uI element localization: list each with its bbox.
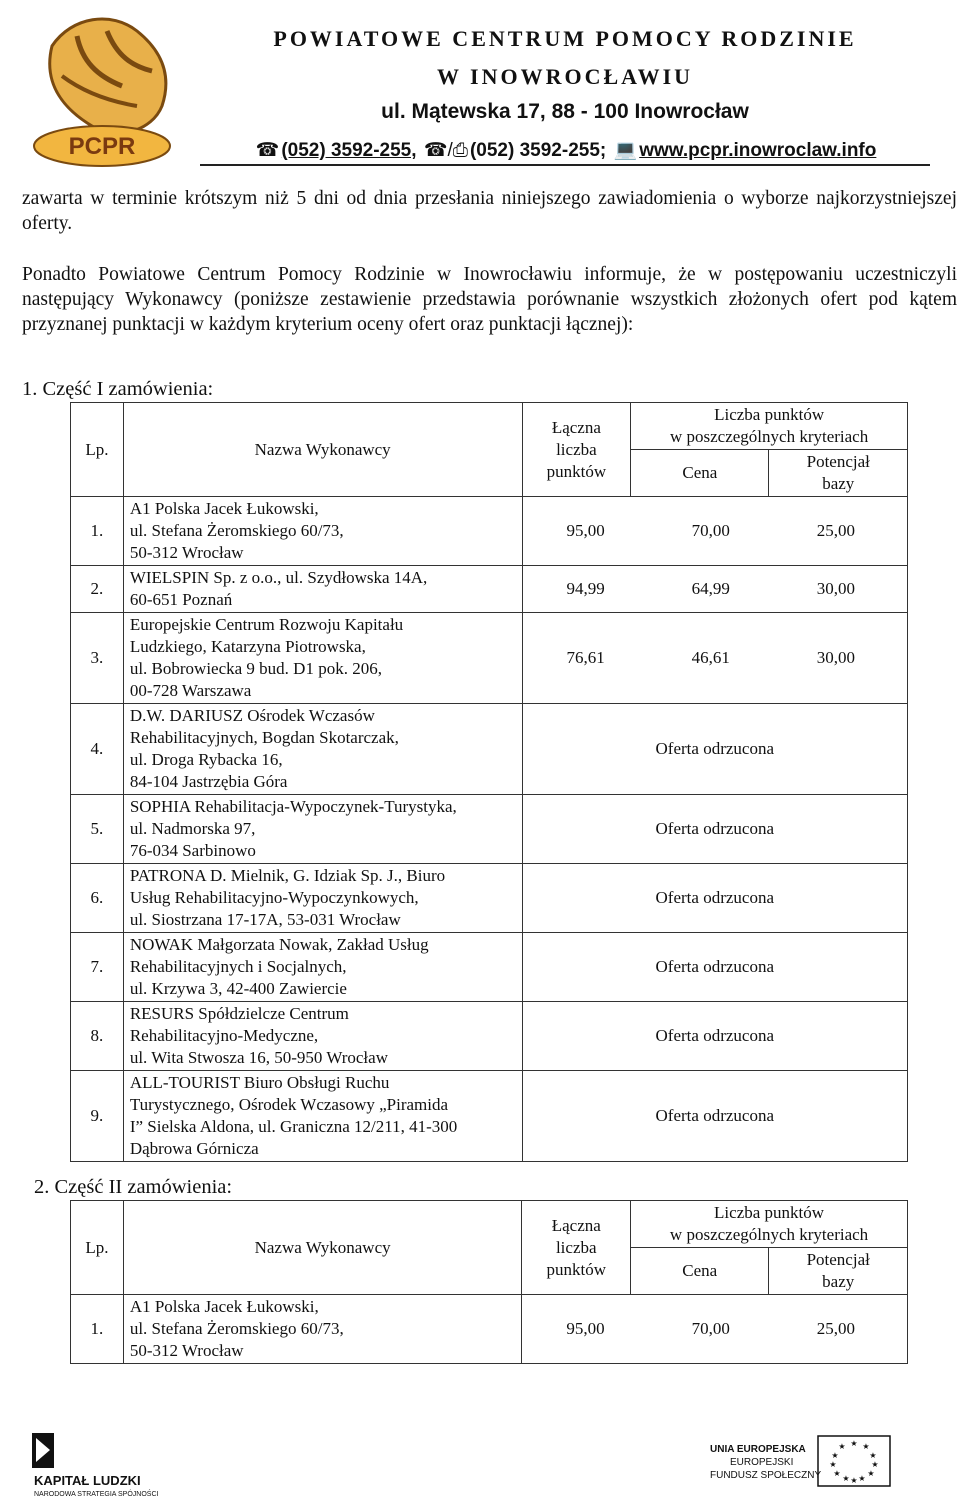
svg-text:PCPR: PCPR [68, 133, 136, 160]
org-city: W INOWROCŁAWIU [436, 64, 694, 89]
row-lp: 6. [71, 864, 124, 933]
svg-text:★: ★ [869, 1451, 877, 1460]
svg-text:★: ★ [862, 1442, 870, 1451]
header-total: Łączna liczba punktów [522, 403, 631, 497]
row-contractor-name: WIELSPIN Sp. z o.o., ul. Szydłowska 14A, 60-651 Poznań [123, 566, 522, 613]
row-lp: 1. [71, 497, 124, 566]
table-row [71, 1071, 908, 1162]
row-rejected-status: Oferta odrzucona [522, 933, 907, 1002]
row-contractor-name: PATRONA D. Mielnik, G. Idziak Sp. J., Biuro Usług Rehabilitacyjno-Wypoczynkowych, ul. Siostrzana 17-17A, 53-031 Wrocław [123, 864, 522, 933]
row-contractor-name: Europejskie Centrum Rozwoju Kapitału Ludzkiego, Katarzyna Piotrowska, ul. Bobrowiecka 9 bud. D1 pok. 206, 00-728 Warszawa [123, 613, 522, 704]
row-cena-points: 70,00 [691, 521, 730, 540]
svg-text:FUNDUSZ SPOŁECZNY: FUNDUSZ SPOŁECZNY [710, 1470, 822, 1481]
phone-fax-icon: ☎/⎙ [423, 140, 468, 161]
row-potencjal-points: 30,00 [816, 579, 855, 598]
row-total-points: 95,00 [566, 1319, 605, 1338]
results-table-part-2 [70, 1200, 908, 1364]
fax-number: (052) 3592-255; [469, 140, 607, 161]
table-row [71, 704, 908, 795]
row-contractor-name: A1 Polska Jacek Łukowski, ul. Stefana Żeromskiego 60/73, 50-312 Wrocław [123, 1295, 522, 1364]
row-potencjal-points: 25,00 [816, 521, 855, 540]
table-row [71, 933, 908, 1002]
table-row [71, 795, 908, 864]
pcpr-logo [22, 6, 192, 171]
website-link[interactable]: www.pcpr.inowroclaw.info [639, 140, 877, 161]
row-cena-points: 70,00 [691, 1319, 730, 1338]
row-scores [522, 613, 907, 704]
row-scores [522, 1295, 908, 1364]
section-2-title: 2. Część II zamówienia: [34, 1176, 233, 1198]
eu-logo [700, 1428, 900, 1498]
row-total-points: 76,61 [566, 648, 605, 667]
svg-text:KAPITAŁ LUDZKI: KAPITAŁ LUDZKI [34, 1473, 141, 1488]
header-rule [200, 164, 930, 166]
table-row [71, 613, 908, 704]
row-contractor-name: D.W. DARIUSZ Ośrodek Wczasów Rehabilitacyjnych, Bogdan Skotarczak, ul. Droga Rybacka 16, 84-104 Jastrzębia Góra [123, 704, 522, 795]
header-potencjal: Potencjał bazy [769, 450, 908, 497]
kapital-ludzki-logo [24, 1428, 224, 1498]
table-row [71, 864, 908, 933]
header-cena: Cena [631, 450, 769, 497]
svg-text:★: ★ [842, 1474, 850, 1483]
row-scores [522, 497, 907, 566]
phone-icon: ☎ [255, 140, 280, 161]
row-cena-points: 64,99 [691, 579, 730, 598]
header-potencjal: Potencjał bazy [769, 1248, 908, 1295]
computer-icon: 💻 [613, 140, 638, 161]
row-contractor-name: RESURS Spółdzielcze Centrum Rehabilitacyjno-Medyczne, ul. Wita Stwosza 16, 50-950 Wrocław [123, 1002, 522, 1071]
row-cena-points: 46,61 [691, 648, 730, 667]
row-contractor-name: SOPHIA Rehabilitacja-Wypoczynek-Turystyka, ul. Nadmorska 97, 76-034 Sarbinowo [123, 795, 522, 864]
row-lp: 4. [71, 704, 124, 795]
table-row [71, 1002, 908, 1071]
header-name: Nazwa Wykonawcy [123, 1201, 522, 1295]
row-potencjal-points: 30,00 [816, 648, 855, 667]
paragraph-1: zawarta w terminie krótszym niż 5 dni od dnia przesłania niniejszego zawiadomienia o wyborze najkorzystniejszej oferty. [22, 188, 957, 234]
row-lp: 1. [71, 1295, 124, 1364]
header-name: Nazwa Wykonawcy [123, 403, 522, 497]
row-rejected-status: Oferta odrzucona [522, 1071, 907, 1162]
row-total-points: 95,00 [566, 521, 605, 540]
table-row [71, 566, 908, 613]
row-contractor-name: A1 Polska Jacek Łukowski, ul. Stefana Żeromskiego 60/73, 50-312 Wrocław [123, 497, 522, 566]
row-lp: 2. [71, 566, 124, 613]
row-contractor-name: NOWAK Małgorzata Nowak, Zakład Usług Rehabilitacyjnych i Socjalnych, ul. Krzywa 3, 42-400 Zawiercie [123, 933, 522, 1002]
row-rejected-status: Oferta odrzucona [522, 1002, 907, 1071]
header-criteria: Liczba punktów w poszczególnych kryteriach [631, 1201, 908, 1248]
svg-text:★: ★ [829, 1460, 837, 1469]
paragraph-2: Ponadto Powiatowe Centrum Pomocy Rodzinie w Inowrocławiu informuje, że w postępowaniu uczestniczyli następujący Wykonawcy (poniższe zestawienie przedstawia porównanie wszystkich złożonych ofert pod kątem przyznanej punktacji w każdym kryterium oceny ofert oraz punktacji łącznej): [22, 264, 957, 335]
phone-number: (052) 3592-255, [281, 140, 417, 161]
svg-text:NARODOWA STRATEGIA SPÓJNOŚCI: NARODOWA STRATEGIA SPÓJNOŚCI [34, 1491, 159, 1498]
table-row [71, 497, 908, 566]
svg-text:★: ★ [838, 1442, 846, 1451]
org-address: ul. Mątewska 17, 88 - 100 Inowrocław [381, 100, 749, 123]
row-lp: 5. [71, 795, 124, 864]
header-lp: Lp. [71, 403, 124, 497]
table-row [71, 1295, 908, 1364]
row-total-points: 94,99 [566, 579, 605, 598]
svg-text:EUROPEJSKI: EUROPEJSKI [730, 1457, 794, 1468]
row-rejected-status: Oferta odrzucona [522, 795, 907, 864]
row-potencjal-points: 25,00 [816, 1319, 855, 1338]
row-contractor-name: ALL-TOURIST Biuro Obsługi Ruchu Turystycznego, Ośrodek Wczasowy „Piramida I” Sielska Aldona, ul. Graniczna 12/211, 41-300 Dąbrowa Górnicza [123, 1071, 522, 1162]
svg-text:UNIA EUROPEJSKA: UNIA EUROPEJSKA [710, 1444, 806, 1455]
row-lp: 8. [71, 1002, 124, 1071]
row-lp: 3. [71, 613, 124, 704]
svg-text:★: ★ [833, 1469, 841, 1478]
svg-text:★: ★ [871, 1460, 879, 1469]
row-rejected-status: Oferta odrzucona [522, 704, 907, 795]
svg-text:★: ★ [850, 1476, 858, 1485]
svg-text:★: ★ [867, 1469, 875, 1478]
header-lp: Lp. [71, 1201, 124, 1295]
section-1-title: 1. Część I zamówienia: [22, 378, 214, 400]
svg-text:★: ★ [850, 1439, 858, 1448]
header-cena: Cena [631, 1248, 769, 1295]
row-scores [522, 566, 907, 613]
svg-text:★: ★ [858, 1474, 866, 1483]
header-total: Łączna liczba punktów [522, 1201, 631, 1295]
results-table-part-1 [70, 402, 908, 1162]
row-rejected-status: Oferta odrzucona [522, 864, 907, 933]
contact-line [200, 138, 930, 162]
header-criteria: Liczba punktów w poszczególnych kryteriach [631, 403, 908, 450]
row-lp: 7. [71, 933, 124, 1002]
row-lp: 9. [71, 1071, 124, 1162]
org-name: POWIATOWE CENTRUM POMOCY RODZINIE [273, 26, 857, 51]
svg-text:★: ★ [831, 1451, 839, 1460]
